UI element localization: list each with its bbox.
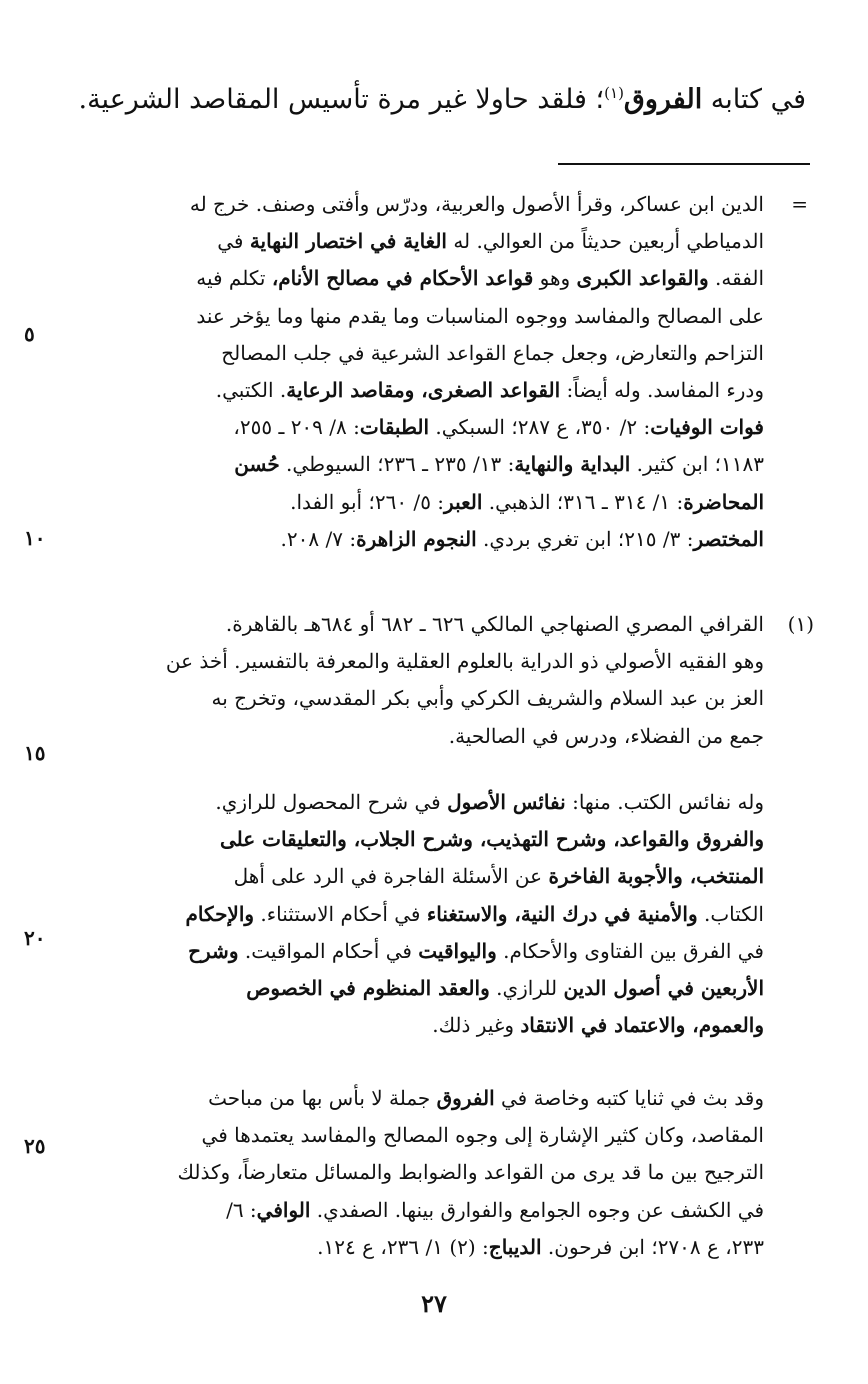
continuation-marker: = [791, 192, 808, 216]
line-number: ١٠ [24, 526, 46, 550]
text-run: ٢٣٣، ع ٢٧٠٨؛ ابن فرحون. [541, 1234, 764, 1259]
text-run: في شرح المحصول للرازي. [215, 790, 448, 814]
main-text-line [60, 78, 806, 122]
text-line [72, 643, 764, 680]
bold-title: الغاية في اختصار النهاية [249, 229, 447, 254]
bold-title: والقواعد الكبرى [576, 266, 709, 291]
text-line [72, 372, 764, 409]
text-run: : ١/ ٣١٤ ـ ٣١٦؛ الذهبي. [482, 489, 684, 514]
bold-title: الديباج [488, 1234, 542, 1259]
bold-title: حُسن [234, 452, 280, 477]
text-line [72, 718, 764, 755]
text-run: : ٣/ ٢١٥؛ ابن تغري بردي. [476, 526, 694, 551]
text-run: عن الأسئلة الفاجرة في الرد على أهل [233, 864, 549, 889]
footnote-1-fruq [72, 1080, 764, 1266]
page-number: ٢٧ [421, 1289, 447, 1318]
footnote-lines [72, 1080, 764, 1266]
text-line [72, 1117, 764, 1154]
bold-title: والعموم، والاعتماد في الانتقاد [520, 1013, 764, 1038]
text-line [72, 858, 764, 895]
text-line [72, 446, 764, 483]
text-run: القرافي المصري الصنهاجي المالكي ٦٢٦ ـ ٦٨٢ أو ٦٨٤هـ بالقاهرة. [225, 612, 764, 636]
text-run: على المصالح والمفاسد ووجوه المناسبات وما يقدم منها وما يؤخر عند [196, 303, 764, 328]
text-run: في الفرق بين الفتاوى والأحكام. [496, 938, 764, 963]
bold-title: المحاضرة [683, 489, 764, 514]
text-run: : ٦/ [226, 1197, 257, 1222]
text-line [72, 484, 764, 521]
footnote-continued [72, 186, 808, 558]
bold-title: العبر [444, 489, 483, 514]
text-line [72, 260, 764, 297]
bold-title: والعقد المنظوم في الخصوص [246, 976, 490, 1001]
text-line [72, 1154, 764, 1191]
text-run: جمع من الفضلاء، ودرس في الصالحية. [448, 723, 764, 748]
line-number: ٥ [24, 322, 35, 346]
text-line [72, 606, 764, 643]
footnote-lines [72, 606, 764, 755]
bold-title: الفروق [436, 1086, 495, 1110]
bold-title: نفائس الأصول [447, 790, 566, 814]
bold-title: واليواقيت [418, 938, 497, 963]
text-run: في [217, 229, 250, 254]
text-line [72, 784, 764, 821]
text-run: : ٨/ ٢٠٩ ـ ٢٥٥، [233, 415, 360, 440]
main-text-end: ؛ فلقد حاولا غير مرة تأسيس المقاصد الشرعية. [78, 84, 605, 115]
text-line [72, 1080, 764, 1117]
text-run: وهو [533, 266, 577, 291]
text-run: في أحكام المواقيت. [238, 938, 419, 963]
footnote-separator [558, 163, 810, 165]
line-number: ٢٠ [24, 926, 46, 950]
text-run: الفقه. [708, 266, 764, 291]
text-run: الدمياطي أربعين حديثاً من العوالي. له [446, 229, 764, 254]
bold-title: المنتخب، والأجوبة الفاخرة [548, 864, 764, 889]
bold-title: والفروق والقواعد، وشرح التهذيب، وشرح الجلاب، والتعليقات على [219, 827, 764, 852]
text-line [72, 970, 764, 1007]
text-run: : ٧/ ٢٠٨. [280, 526, 357, 551]
text-line [72, 521, 764, 558]
text-run: جملة لا بأس بها من مباحث [208, 1086, 437, 1110]
bold-title: النجوم الزاهرة [356, 526, 477, 551]
text-run: : ١٣/ ٢٣٥ ـ ٢٣٦؛ السيوطي. [279, 452, 515, 477]
text-run: تكلم فيه [196, 266, 272, 291]
text-run: للرازي. [489, 976, 564, 1001]
bold-title: قواعد الأحكام في مصالح الأنام، [271, 266, 534, 291]
footnote-1-books [72, 784, 764, 1044]
text-run: . الكتبي. [215, 378, 287, 403]
bold-title: الأربعين في أصول الدين [563, 976, 764, 1001]
text-run: ١١٨٣؛ ابن كثير. [630, 452, 764, 477]
footnote-lines [72, 186, 764, 558]
line-number: ٢٥ [24, 1134, 46, 1158]
text-line [72, 1007, 764, 1044]
text-run: وقد بث في ثنايا كتبه وخاصة في [494, 1086, 764, 1110]
text-run: : ٥/ ٢٦٠؛ أبو الفدا. [290, 489, 445, 514]
bold-title: والأمنية في درك النية، والاستغناء [426, 901, 698, 926]
footnote-1 [72, 606, 814, 755]
main-book-title: الفروق [623, 84, 703, 115]
bold-title: البداية والنهاية [514, 452, 631, 477]
text-line [72, 186, 764, 223]
text-run: الكتاب. [697, 901, 764, 926]
bold-title: الوافي [256, 1197, 311, 1222]
text-run: في الكشف عن وجوه الجوامع والفوارق بينها. الصفدي. [310, 1197, 764, 1222]
bold-title: الطبقات [359, 415, 430, 440]
text-line [72, 896, 764, 933]
text-run: وغير ذلك. [432, 1013, 521, 1038]
text-run: : ٢/ ٣٥٠، ع ٢٨٧؛ السبكي. [429, 415, 651, 440]
text-line [72, 409, 764, 446]
text-run: الدين ابن عساكر، وقرأ الأصول والعربية، ودرّس وأفتى وصنف. خرج له [189, 192, 764, 216]
bold-title: القواعد الصغرى، ومقاصد الرعاية [286, 378, 561, 403]
footnote-lines [72, 784, 764, 1044]
text-run: وله نفائس الكتب. منها: [565, 790, 764, 814]
text-line [72, 1229, 764, 1266]
text-run: التزاحم والتعارض، وجعل جماع القواعد الشرعية في جلب المصالح [221, 340, 764, 365]
text-line [72, 298, 764, 335]
text-line [72, 933, 764, 970]
text-run: وهو الفقيه الأصولي ذو الدراية بالعلوم العقلية والمعرفة بالتفسير. أخذ عن [165, 649, 764, 674]
footnote-reference[interactable]: (١) [604, 84, 624, 102]
text-run: العز بن عبد السلام والشريف الكركي وأبي بكر المقدسي، وتخرج به [211, 686, 764, 711]
text-run: في أحكام الاستثناء. [254, 901, 427, 926]
text-line [72, 335, 764, 372]
bold-title: فوات الوفيات [650, 415, 764, 440]
text-line [72, 223, 764, 260]
text-run: الترجيح بين ما قد يرى من القواعد والضوابط والمسائل متعارضاً، وكذلك [177, 1160, 764, 1185]
bold-title: والإحكام [185, 901, 255, 926]
text-run: المقاصد، وكان كثير الإشارة إلى وجوه المصالح والمفاسد يعتمدها في [201, 1123, 764, 1148]
text-line [72, 1192, 764, 1229]
text-run: ودرء المفاسد. وله أيضاً: [560, 378, 764, 403]
bold-title: وشرح [188, 938, 239, 963]
text-line [72, 821, 764, 858]
footnote-1-marker: (١) [787, 612, 814, 636]
line-number: ١٥ [24, 741, 46, 765]
text-line [72, 680, 764, 717]
text-run: : (٢) ١/ ٢٣٦، ع ١٢٤. [317, 1234, 489, 1259]
bold-title: المختصر [693, 526, 764, 551]
main-text-start: في كتابه [702, 84, 806, 115]
